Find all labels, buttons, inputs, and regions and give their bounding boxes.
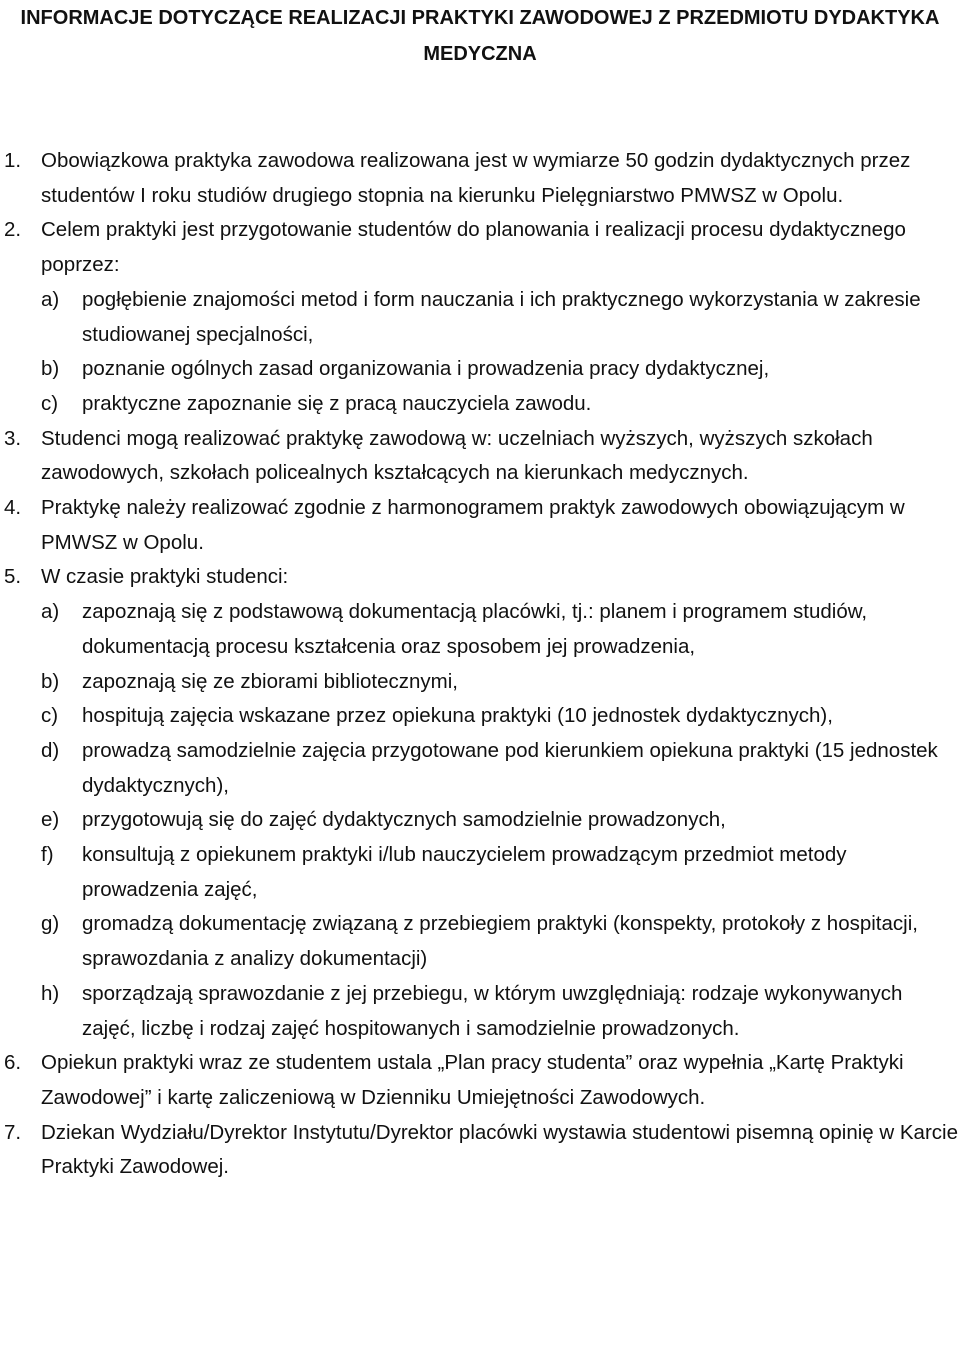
- list-item: [0, 1116, 960, 1185]
- sub-item-letter: c): [41, 391, 59, 415]
- item-text: Dziekan Wydziału/Dyrektor Instytutu/Dyrektor placówki wystawia studentowi pisemną opinię w Karcie Praktyki Zawodowej.: [41, 1120, 958, 1179]
- item-text: Opiekun praktyki wraz ze studentem ustala „Plan pracy studenta” oraz wypełnia „Kartę Praktyki Zawodowej” i kartę zaliczeniową w Dzienniku Umiejętności Zawodowych.: [41, 1051, 904, 1109]
- item-number: 1.: [4, 149, 22, 172]
- list-item: [0, 1046, 960, 1115]
- list-item: [0, 491, 960, 560]
- sub-item-text: prowadzą samodzielnie zajęcia przygotowane pod kierunkiem opiekuna praktyki (15 jednostek dydaktycznych),: [82, 738, 938, 797]
- numbered-list: [0, 144, 960, 1185]
- sub-item-letter: a): [41, 287, 60, 311]
- item-text: W czasie praktyki studenci:: [41, 565, 289, 589]
- sub-item-letter: a): [41, 600, 60, 624]
- sub-item-letter: f): [41, 843, 54, 867]
- sub-item: [41, 734, 958, 803]
- item-number: 5.: [4, 565, 22, 589]
- sub-item-text: gromadzą dokumentację związaną z przebiegiem praktyki (konspekty, protokoły z hospitacji, sprawozdania z analizy dokumentacji): [82, 912, 918, 971]
- sub-item: [41, 699, 958, 734]
- sub-item-text: zapoznają się z podstawową dokumentacją placówki, tj.: planem i programem studiów, dokumentacją procesu kształcenia oraz sposobem jej prowadzenia,: [82, 600, 868, 658]
- sub-item-letter: g): [41, 912, 60, 936]
- sub-item-text: pogłębienie znajomości metod i form nauczania i ich praktycznego wykorzystania w zakresie studiowanej specjalności,: [82, 287, 921, 346]
- item-text: Praktykę należy realizować zgodnie z harmonogramem praktyk zawodowych obowiązującym w PMWSZ w Opolu.: [41, 496, 905, 554]
- sub-item: [41, 352, 958, 387]
- sub-item: [41, 595, 958, 664]
- list-item: [0, 422, 960, 491]
- sub-list: [41, 595, 958, 1046]
- sub-item: [41, 665, 958, 700]
- sub-list: [41, 283, 958, 422]
- item-number: 3.: [4, 426, 22, 450]
- sub-item: [41, 803, 958, 838]
- list-item: [0, 560, 960, 1046]
- sub-item-letter: b): [41, 669, 60, 693]
- document-title: INFORMACJE DOTYCZĄCE REALIZACJI PRAKTYKI ZAWODOWEJ Z PRZEDMIOTU DYDAKTYKA MEDYCZNA: [20, 7, 940, 65]
- item-number: 6.: [4, 1051, 22, 1075]
- sub-item-text: konsultują z opiekunem praktyki i/lub nauczycielem prowadzącym przedmiot metody prowadzenia zajęć,: [82, 843, 847, 901]
- sub-item: [41, 838, 958, 907]
- sub-item-letter: e): [41, 808, 60, 832]
- item-number: 4.: [4, 496, 22, 520]
- sub-item: [41, 977, 958, 1046]
- item-number: 7.: [4, 1120, 22, 1144]
- list-item: [0, 213, 960, 421]
- item-text: Obowiązkowa praktyka zawodowa realizowana jest w wymiarze 50 godzin dydaktycznych przez studentów I roku studiów drugiego stopnia na kierunku Pielęgniarstwo PMWSZ w Opolu.: [41, 149, 911, 207]
- sub-item: [41, 907, 958, 976]
- item-number: 2.: [4, 218, 22, 242]
- sub-item-text: sporządzają sprawozdanie z jej przebiegu, w którym uwzględniają: rodzaje wykonywanych zajęć, liczbę i rodzaj zajęć hospitowanych i samodzielnie prowadzonych.: [82, 981, 903, 1040]
- sub-item-letter: h): [41, 981, 60, 1005]
- sub-item-text: przygotowują się do zajęć dydaktycznych samodzielnie prowadzonych,: [82, 808, 726, 832]
- sub-item: [41, 283, 958, 352]
- sub-item-text: zapoznają się ze zbiorami bibliotecznymi,: [82, 669, 459, 693]
- sub-item-letter: d): [41, 738, 60, 762]
- sub-item-text: hospitują zajęcia wskazane przez opiekuna praktyki (10 jednostek dydaktycznych),: [82, 704, 833, 728]
- item-text: Studenci mogą realizować praktykę zawodową w: uczelniach wyższych, wyższych szkołach zawodowych, szkołach policealnych kształcących na kierunkach medycznych.: [41, 426, 873, 485]
- list-item: [0, 144, 960, 213]
- sub-item: [41, 387, 958, 422]
- sub-item-text: praktyczne zapoznanie się z pracą nauczyciela zawodu.: [82, 391, 592, 415]
- item-text: Celem praktyki jest przygotowanie studentów do planowania i realizacji procesu dydaktycznego poprzez:: [41, 218, 906, 277]
- sub-item-letter: b): [41, 357, 60, 381]
- sub-item-text: poznanie ogólnych zasad organizowania i prowadzenia pracy dydaktycznej,: [82, 357, 770, 381]
- sub-item-letter: c): [41, 704, 59, 728]
